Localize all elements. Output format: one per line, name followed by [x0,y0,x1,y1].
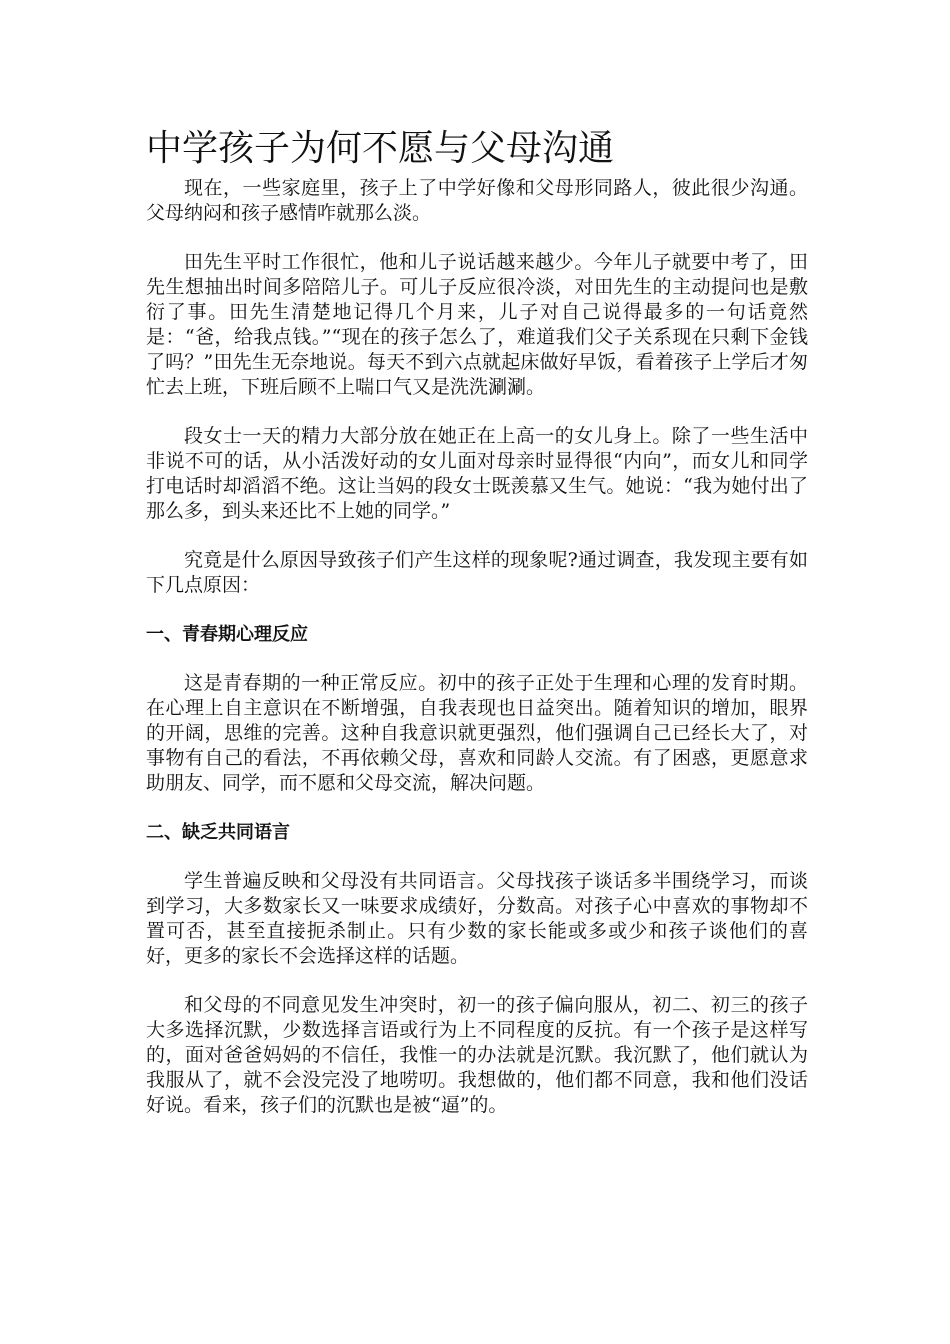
document-page [146,124,808,1142]
paragraph-ms-duan: 段女士一天的精力大部分放在她正在上高一的女儿身上。除了一些生活中非说不可的话，从小活泼好动的女儿面对母亲时显得很“内向”，而女儿和同学打电话时却滔滔不绝。这让当妈的段女士既羡慕又生气。她说：“我为她付出了那么多，到头来还比不上她的同学。” [146,425,808,522]
document-title: 中学孩子为何不愿与父母沟通 [146,128,615,169]
paragraph-conflict: 和父母的不同意见发生冲突时，初一的孩子偏向服从，初二、初三的孩子大多选择沉默，少数选择言语或行为上不同程度的反抗。有一个孩子是这样写的，面对爸爸妈妈的不信任，我惟一的办法就是沉默。我沉默了，他们就认为我服从了，就不会没完没了地唠叨。我想做的，他们都不同意，我和他们没话好说。看来，孩子们的沉默也是被“逼”的。 [146,994,808,1116]
paragraph-common-language: 学生普遍反映和父母没有共同语言。父母找孩子谈话多半围绕学习，而谈到学习，大多数家长又一味要求成绩好，分数高。对孩子心中喜欢的事物却不置可否，甚至直接扼杀制止。只有少数的家长能或多或少和孩子谈他们的喜好，更多的家长不会选择这样的话题。 [146,870,808,967]
paragraph-question: 究竟是什么原因导致孩子们产生这样的现象呢?通过调查，我发现主要有如下几点原因： [146,549,808,596]
section-heading-adolescence: 一、青春期心理反应 [146,624,308,645]
section-heading-common-language: 二、缺乏共同语言 [146,822,290,843]
paragraph-intro: 现在，一些家庭里，孩子上了中学好像和父母形同路人，彼此很少沟通。父母纳闷和孩子感情咋就那么淡。 [146,177,808,224]
paragraph-adolescence: 这是青春期的一种正常反应。初中的孩子正处于生理和心理的发育时期。在心理上自主意识在不断增强，自我表现也日益突出。随着知识的增加，眼界的开阔，思维的完善。这种自我意识就更强烈，他们强调自己已经长大了，对事物有自己的看法，不再依赖父母，喜欢和同龄人交流。有了困惑，更愿意求助朋友、同学，而不愿和父母交流，解决问题。 [146,672,808,794]
paragraph-mr-tian: 田先生平时工作很忙，他和儿子说话越来越少。今年儿子就要中考了，田先生想抽出时间多陪陪儿子。可儿子反应很冷淡，对田先生的主动提问也是敷衍了事。田先生清楚地记得几个月来，儿子对自己说得最多的一句话竟然是：“爸，给我点钱。”“现在的孩子怎么了，难道我们父子关系现在只剩下金钱了吗？”田先生无奈地说。每天不到六点就起床做好早饭，看着孩子上学后才匆忙去上班，下班后顾不上喘口气又是洗洗涮涮。 [146,251,808,398]
